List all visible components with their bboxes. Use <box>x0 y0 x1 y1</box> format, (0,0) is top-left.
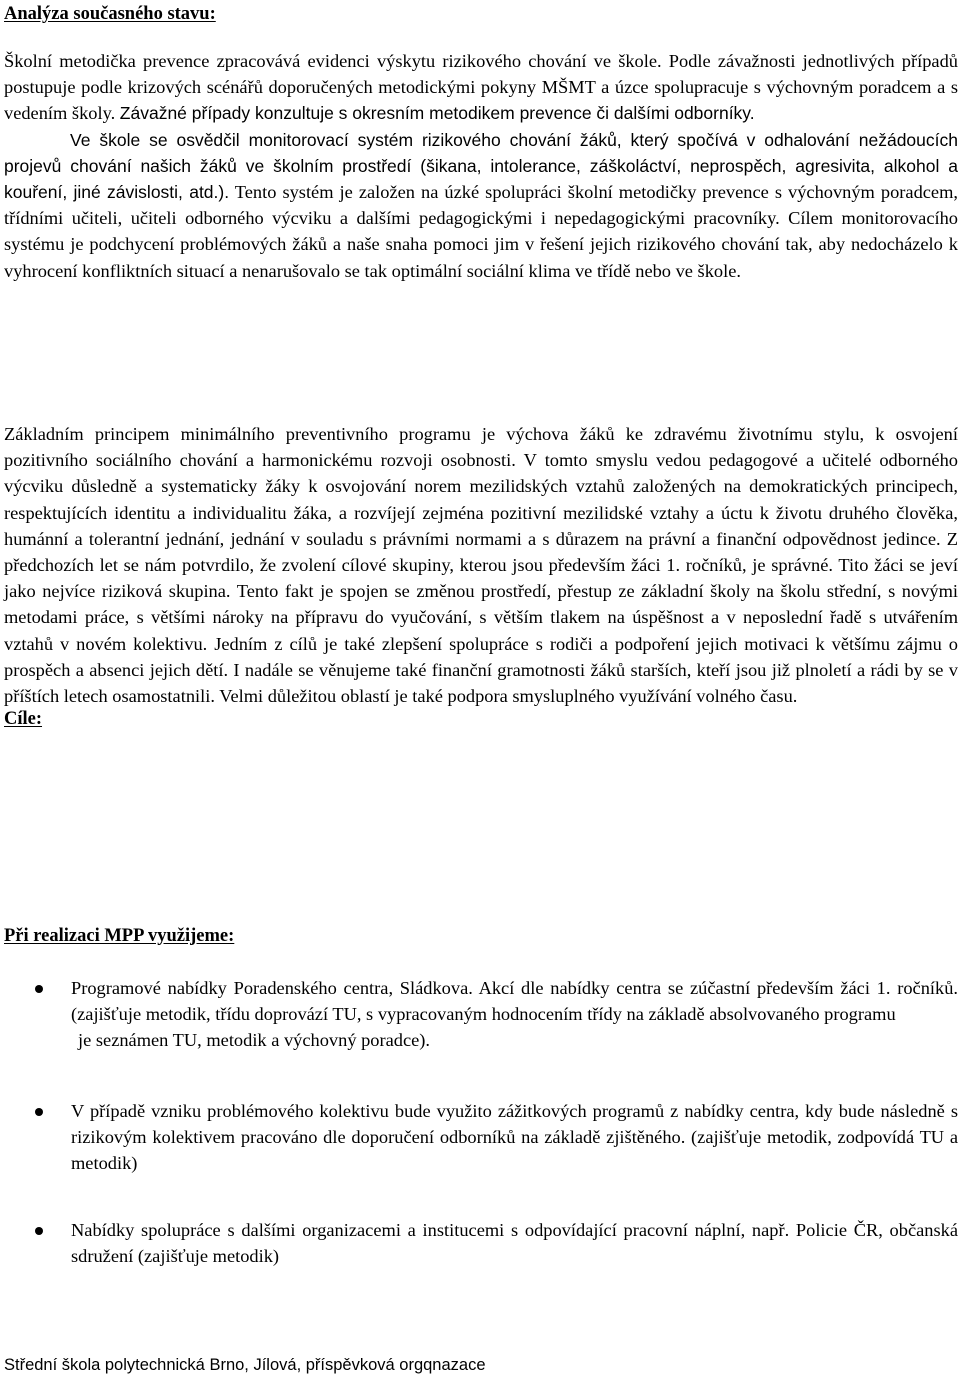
mpp-list-item <box>4 1098 958 1177</box>
mpp-list-item <box>4 1217 958 1269</box>
analysis-paragraph-2-monitoring: Ve škole se osvědčil monitorovací systém rizikového chování žáků, který spočívá v odhalování nežádoucích projevů chování našich žáků ve školním prostředí (šikana, intolerance, záškoláctví, neprospěch, agresivita, alkohol a kouření, jiné závislosti, atd.). <box>4 129 958 203</box>
analysis-paragraph-1-main: Školní metodička prevence zpracovává evidenci výskytu rizikového chování ve škole. Podle závažnosti jednotlivých případů postupuje podle krizových scénářů doporučených metodickými pokyny MŠMT a úzce spolupracuje s výchovným poradcem a s vedením školy. <box>4 51 958 124</box>
bullet-icon <box>35 1108 43 1116</box>
bullet-icon <box>35 1227 43 1235</box>
analysis-section <box>4 48 958 284</box>
analysis-paragraph-1 <box>4 48 958 127</box>
analysis-paragraph-1-consult: Závažné případy konzultuje s okresním metodikem prevence či dalšími odborníky. <box>119 103 755 124</box>
bullet-icon <box>35 985 43 993</box>
mpp-item-1-text: Programové nabídky Poradenského centra, Sládkova. Akcí dle nabídky centra se zúčastní především žáci 1. ročníků. (zajišťuje metodik, třídu doprovází TU, s vypracovaným hodnocením třídy na základě absolvovaného programu <box>71 978 958 1025</box>
analysis-paragraph-2-system: Tento systém je založen na úzké spolupráci školní metodičky prevence s výchovným poradcem, třídními učiteli, učiteli odborného výcviku a dalšími pedagogickými i nepedagogickými pracovníky. Cílem monitorovacího systému je podchycení problémových žáků a naše snaha pomoci jim v řešení jejich rizikového chování tak, aby nedocházelo k vyhrocení konfliktních situací a nenarušovalo se tak optimální sociální klima ve třídě nebo ve škole. <box>4 182 958 281</box>
mpp-item-1-continuation: je seznámen TU, metodik a výchovný poradce). <box>78 1030 431 1051</box>
mpp-heading: Při realizaci MPP využijeme: <box>4 926 235 946</box>
mpp-item-2-text: V případě vzniku problémového kolektivu bude využito zážitkových programů z nabídky centra, kdy bude následně s rizikovým kolektivem pracováno dle doporučení odborníků na základě zjištěného. (zajišťuje metodik, zodpovídá TU a metodik) <box>71 1100 958 1174</box>
goals-heading: Cíle: <box>4 709 43 729</box>
goals-paragraph: Základním principem minimálního preventivního programu je výchova žáků ke zdravému životnímu stylu, k osvojení pozitivního sociálního chování a harmonickému rozvoji osobnosti. V tomto smyslu vedou pedagogové a učitelé odborného výcviku důsledně a systematicky žáky k osvojování norem mezilidských vztahů založených na demokratických principech, respektujících identitu a individualitu žáka, a rozvíjejí zejména pozitivní mezilidské vztahy a úctu k životu druhého člověka, humánní a tolerantní jednání, jednání v souladu s právními normami a s důrazem na právní a finanční odpovědnost jedince. Z předchozích let se nám potvrdilo, že zvolení cílové skupiny, kterou jsou především žáci 1. ročníků, je správné. Tito žáci se jeví jako nejvíce riziková skupina. Tento fakt je spojen se změnou prostředí, přestup ze základní školy na školu střední, s novými metodami práce, s většími nároky na přípravu do vyučování, s větším tlakem na úspěšnost a v neposlední řadě s utvářením vztahů v novém kolektivu. Jedním z cílů je také zlepšení spolupráce s rodiči a podpoření jejich motivaci k většímu zájmu o prospěch a absenci jejich dětí. I nadále se věnujeme také finanční gramotnosti žáků starších, kteří jsou již plnoletí a rádi by se v příštích letech osamostatnili. Velmi důležitou oblastí je také podpora smysluplného využívání volného času. <box>4 424 958 707</box>
mpp-list-item <box>4 975 958 1054</box>
mpp-item-3-text: Nabídky spolupráce s dalšími organizacemi a institucemi s odpovídající pracovní náplní, např. Policie ČR, občanská sdružení (zajišťuje metodik) <box>71 1220 958 1267</box>
mpp-list <box>4 975 958 1270</box>
analysis-paragraph-2 <box>4 127 958 284</box>
page-footer: Střední škola polytechnická Brno, Jílová, příspěvková orgqnazace <box>4 1356 486 1374</box>
analysis-heading: Analýza současného stavu: <box>4 4 216 24</box>
